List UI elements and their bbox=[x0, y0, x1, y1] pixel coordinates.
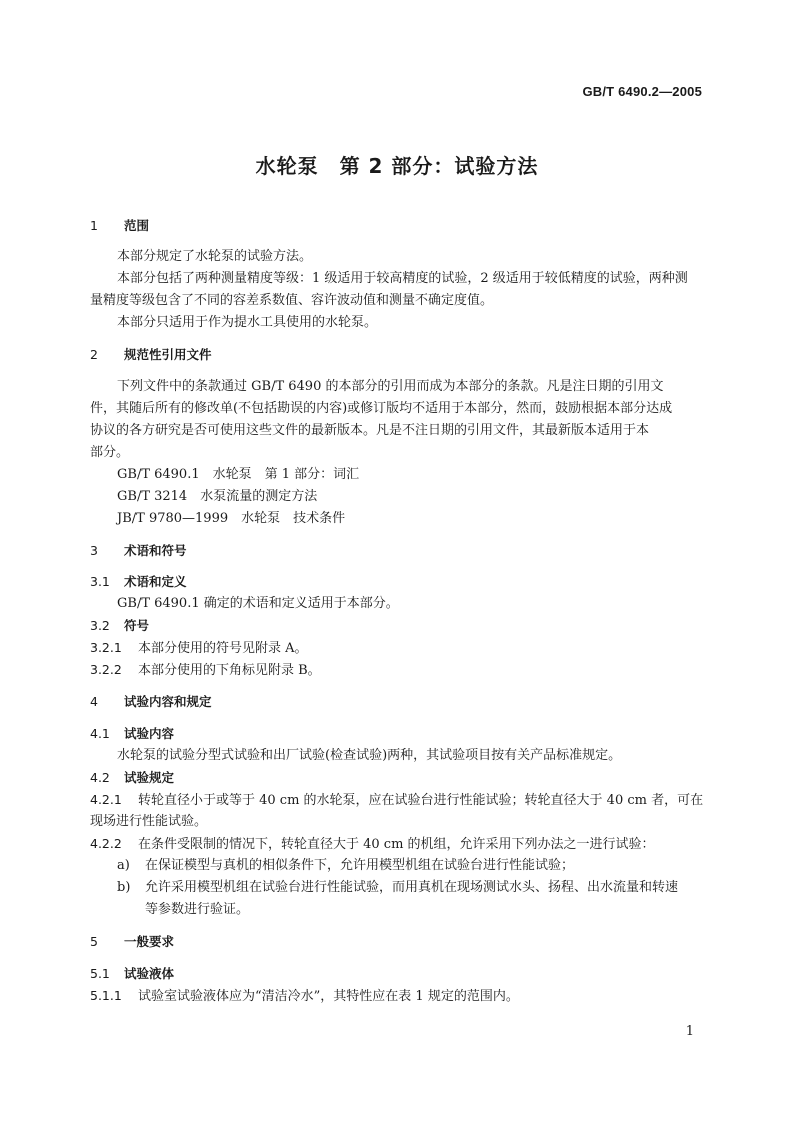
section-title: 符号 bbox=[124, 618, 150, 633]
section-number: 4.1 bbox=[90, 726, 110, 741]
section-number: 5.1 bbox=[90, 966, 110, 981]
paragraph: 下列文件中的条款通过 GB/T 6490 的本部分的引用而成为本部分的条款。凡是注日期的引用文 bbox=[117, 379, 664, 394]
section-1-heading bbox=[90, 217, 704, 235]
clause-number: 3.2.1 bbox=[90, 640, 122, 655]
section-title: 术语和定义 bbox=[124, 574, 187, 589]
clause-text: 本部分使用的符号见附录 A。 bbox=[138, 641, 308, 656]
section-number: 3.1 bbox=[90, 574, 110, 589]
section-4-heading bbox=[90, 693, 704, 711]
section-title: 试验液体 bbox=[124, 966, 175, 981]
clause-number: 4.2.1 bbox=[90, 792, 122, 807]
section-title: 试验规定 bbox=[124, 770, 175, 785]
section-5-heading bbox=[90, 933, 704, 951]
paragraph: 水轮泵的试验分型式试验和出厂试验(检查试验)两种，其试验项目按有关产品标准规定。 bbox=[117, 748, 622, 763]
section-title: 试验内容和规定 bbox=[124, 694, 212, 709]
paragraph: GB/T 6490.1 确定的术语和定义适用于本部分。 bbox=[117, 596, 399, 611]
section-number: 3 bbox=[90, 543, 98, 558]
standard-code: GB/T 6490.2—2005 bbox=[582, 84, 702, 99]
list-item-continuation: 等参数进行验证。 bbox=[145, 902, 250, 917]
list-text: 允许采用模型机组在试验台进行性能试验，而用真机在现场测试水头、扬程、出水流量和转速 bbox=[145, 880, 679, 895]
clause-number: 4.2.2 bbox=[90, 836, 122, 851]
paragraph-continuation: 量精度等级包含了不同的容差系数值、容许波动值和测量不确定度值。 bbox=[90, 293, 494, 308]
page-number: 1 bbox=[685, 1024, 694, 1039]
page-title: 水轮泵 第 2 部分：试验方法 bbox=[255, 154, 539, 178]
clause-4-2-2 bbox=[90, 835, 704, 854]
paragraph-continuation: 协议的各方研究是否可使用这些文件的最新版本。凡是不注日期的引用文件，其最新版本适用于本 bbox=[90, 423, 650, 438]
clause-text: 试验室试验液体应为“清洁冷水”，其特性应在表 1 规定的范围内。 bbox=[138, 989, 519, 1004]
section-3-heading bbox=[90, 542, 704, 560]
reference-item: GB/T 6490.1 水轮泵 第 1 部分：词汇 bbox=[117, 467, 360, 482]
paragraph-continuation: 件，其随后所有的修改单(不包括勘误的内容)或修订版均不适用于本部分，然而，鼓励根据本部分达成 bbox=[90, 401, 673, 416]
section-number: 4.2 bbox=[90, 770, 110, 785]
paragraph: 本部分包括了两种测量精度等级：1 级适用于较高精度的试验，2 级适用于较低精度的试验，两种测 bbox=[117, 271, 688, 286]
section-title: 范围 bbox=[124, 218, 150, 233]
paragraph-continuation: 部分。 bbox=[90, 445, 130, 460]
paragraph: 本部分规定了水轮泵的试验方法。 bbox=[117, 249, 313, 264]
subsection-4-2-heading bbox=[90, 769, 704, 787]
clause-4-2-1 bbox=[90, 791, 704, 810]
section-number: 3.2 bbox=[90, 618, 110, 633]
section-number: 4 bbox=[90, 694, 98, 709]
section-title: 规范性引用文件 bbox=[124, 347, 212, 362]
subsection-3-1-heading bbox=[90, 573, 704, 591]
subsection-4-1-heading bbox=[90, 725, 704, 743]
section-2-heading bbox=[90, 346, 704, 364]
list-item-b bbox=[117, 879, 731, 897]
list-marker: a) bbox=[117, 858, 130, 873]
paragraph-continuation: 现场进行性能试验。 bbox=[90, 814, 208, 829]
clause-text: 转轮直径小于或等于 40 cm 的水轮泵，应在试验台进行性能试验；转轮直径大于 40 cm 者，可在 bbox=[138, 793, 704, 808]
section-title: 试验内容 bbox=[124, 726, 175, 741]
clause-number: 5.1.1 bbox=[90, 988, 122, 1003]
section-number: 1 bbox=[90, 218, 98, 233]
section-number: 2 bbox=[90, 347, 98, 362]
clause-3-2-2 bbox=[90, 661, 704, 680]
reference-item: GB/T 3214 水泵流量的测定方法 bbox=[117, 489, 318, 504]
clause-text: 本部分使用的下角标见附录 B。 bbox=[138, 663, 321, 678]
clause-3-2-1 bbox=[90, 639, 704, 658]
clause-number: 3.2.2 bbox=[90, 662, 122, 677]
section-number: 5 bbox=[90, 934, 98, 949]
clause-text: 在条件受限制的情况下，转轮直径大于 40 cm 的机组，允许采用下列办法之一进行试验： bbox=[138, 837, 655, 852]
section-title: 术语和符号 bbox=[124, 543, 187, 558]
subsection-3-2-heading bbox=[90, 617, 704, 635]
reference-item: JB/T 9780—1999 水轮泵 技术条件 bbox=[117, 511, 346, 526]
paragraph: 本部分只适用于作为提水工具使用的水轮泵。 bbox=[117, 315, 378, 330]
list-item-a bbox=[117, 857, 731, 875]
subsection-5-1-heading bbox=[90, 965, 704, 983]
list-text: 在保证模型与真机的相似条件下，允许用模型机组在试验台进行性能试验； bbox=[145, 858, 575, 873]
clause-5-1-1 bbox=[90, 987, 704, 1006]
list-marker: b) bbox=[117, 880, 131, 895]
section-title: 一般要求 bbox=[124, 934, 175, 949]
